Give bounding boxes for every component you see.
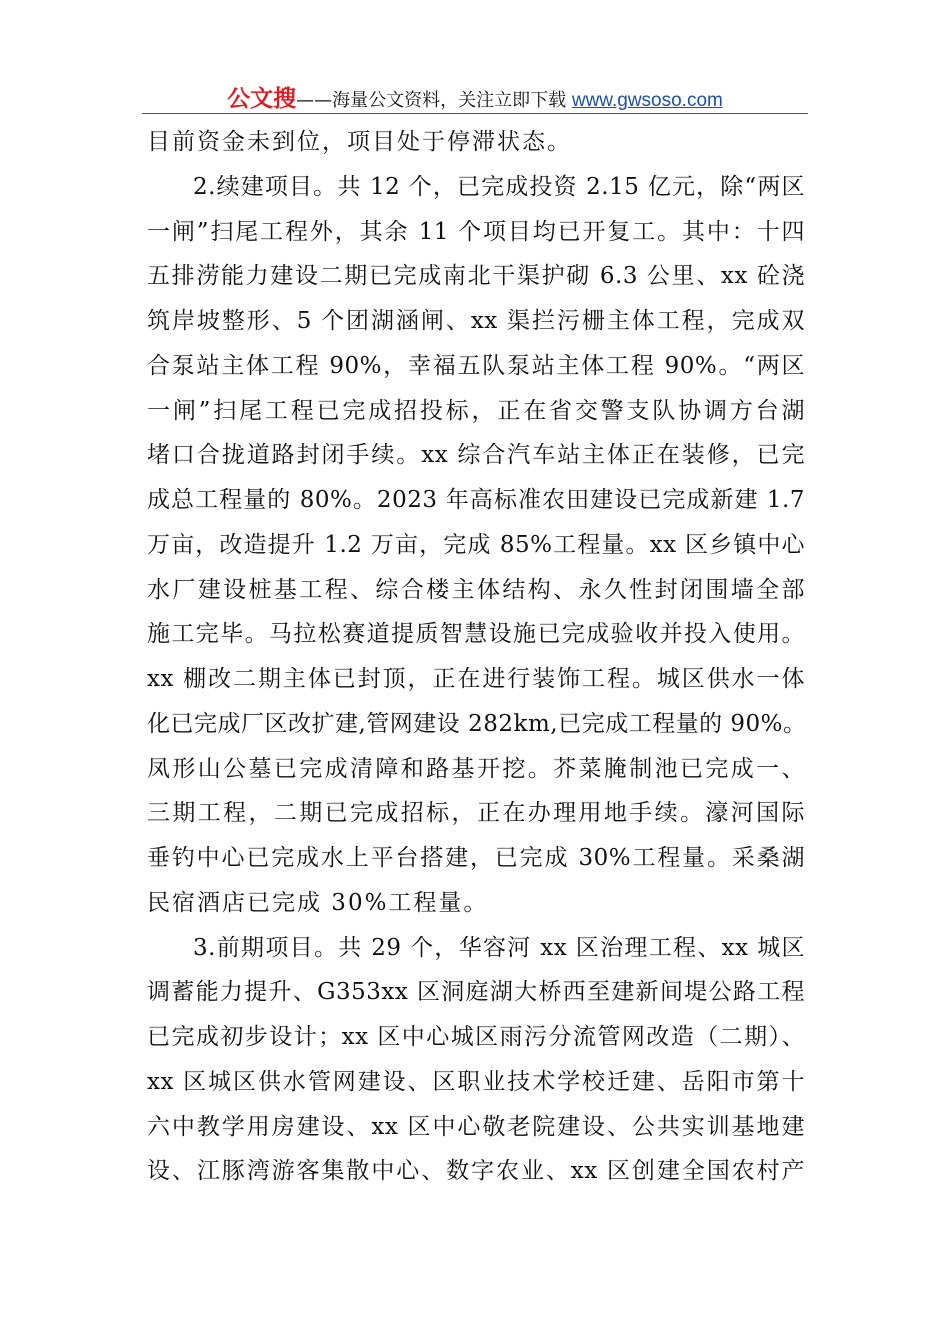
text-line: 水厂建设桩基工程、综合楼主体结构、永久性封闭围墙全部 [147, 576, 805, 603]
website-link[interactable]: www.gwsoso.com [571, 90, 723, 111]
document-body [147, 120, 805, 1194]
text-line: 合泵站主体工程 90%，幸福五队泵站主体工程 90%。“两区 [147, 352, 805, 379]
text-line: 凤形山公墓已完成清障和路基开挖。芥菜腌制池已完成一、 [147, 755, 805, 782]
text-line: 堵口合拢道路封闭手续。xx 综合汽车站主体正在装修，已完 [147, 442, 805, 469]
text-line: 五排涝能力建设二期已完成南北干渠护砌 6.3 公里、xx 砼浇 [147, 263, 805, 290]
text-line: 万亩，改造提升 1.2 万亩，完成 85%工程量。xx 区乡镇中心 [147, 531, 805, 558]
text-line: 三期工程，二期已完成招标，正在办理用地手续。濠河国际 [147, 800, 805, 827]
text-line: 调蓄能力提升、G353xx 区洞庭湖大桥西至建新间堤公路工程 [147, 979, 805, 1006]
text-line: 设、江豚湾游客集散中心、数字农业、xx 区创建全国农村产 [147, 1158, 805, 1185]
text-line: 六中教学用房建设、xx 区中心敬老院建设、公共实训基地建 [147, 1113, 805, 1140]
header-tagline: ——海量公文资料，关注立即下载 [296, 90, 572, 111]
text-line: 2.续建项目。共 12 个，已完成投资 2.15 亿元，除“两区 [193, 173, 805, 200]
text-line: xx 区城区供水管网建设、区职业技术学校迁建、岳阳市第十 [147, 1068, 805, 1095]
text-line: 民宿酒店已完成 30%工程量。 [147, 889, 489, 916]
text-line: 已完成初步设计；xx 区中心城区雨污分流管网改造（二期）、 [147, 1024, 805, 1050]
watermark-header [142, 80, 808, 114]
text-line: 3.前期项目。共 29 个，华容河 xx 区治理工程、xx 城区 [193, 934, 805, 961]
text-line: 施工完毕。马拉松赛道提质智慧设施已完成验收并投入使用。 [147, 621, 805, 648]
text-line: 一闸”扫尾工程已完成招投标，正在省交警支队协调方台湖 [147, 397, 805, 424]
text-line: 化已完成厂区改扩建,管网建设 282km,已完成工程量的 90%。 [147, 710, 807, 737]
text-line: 目前资金未到位，项目处于停滞状态。 [147, 129, 572, 155]
text-line: xx 棚改二期主体已封顶，正在进行装饰工程。城区供水一体 [147, 666, 805, 692]
text-line: 一闸”扫尾工程外，其余 11 个项目均已开复工。其中：十四 [147, 218, 805, 245]
text-line: 垂钓中心已完成水上平台搭建，已完成 30%工程量。采桑湖 [147, 845, 805, 871]
brand-logo-text: 公文搜 [227, 86, 297, 112]
text-line: 筑岸坡整形、5 个团湖涵闸、xx 渠拦污栅主体工程，完成双 [147, 308, 805, 334]
text-line: 成总工程量的 80%。2023 年高标准农田建设已完成新建 1.7 [147, 487, 805, 513]
